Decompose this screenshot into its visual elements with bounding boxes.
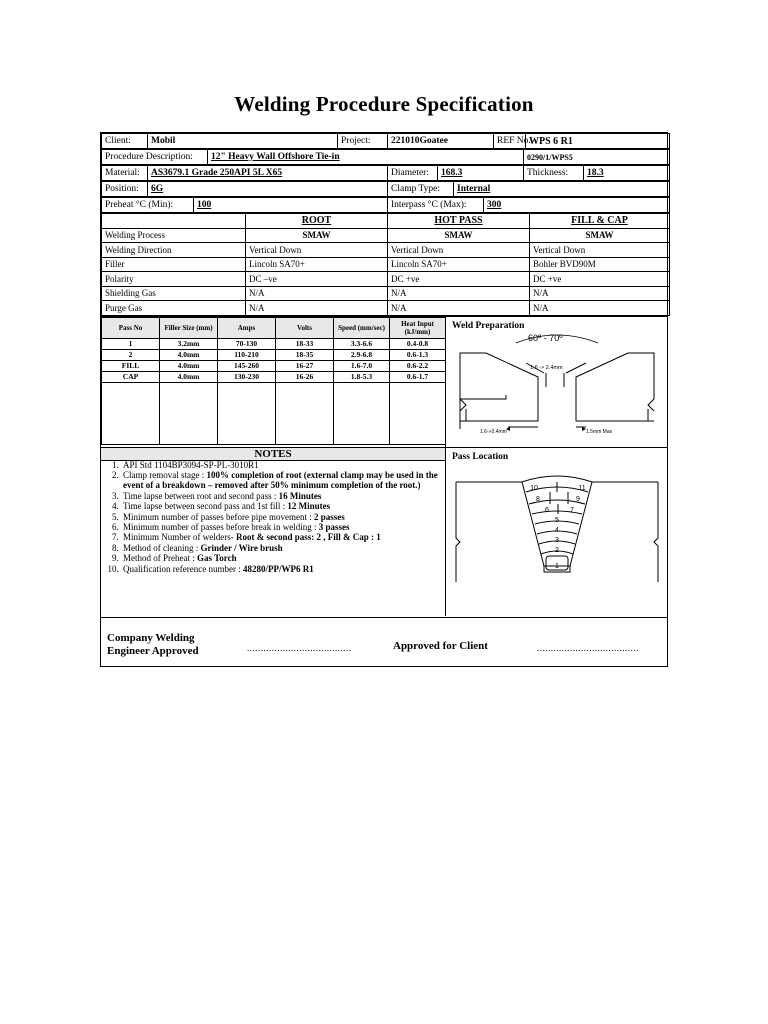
diameter-value: 168.3 [438,166,524,181]
thickness-value: 18.3 [584,166,670,181]
fill-polarity: DC +ve [530,272,670,287]
polarity-label: Polarity [102,272,246,287]
proc-desc-value: 12" Heavy Wall Offshore Tie-in [208,150,524,165]
pass-cell: 2.9-6.8 [334,349,390,360]
pass-label-7: 7 [570,506,574,514]
pass-cell: 1.6-7.0 [334,360,390,371]
list-item [121,522,445,532]
pass-location-panel [445,447,668,616]
pass-location-diagram [446,448,668,616]
pass-header: Pass No [102,317,160,338]
filler-label: Filler [102,257,246,272]
doc-number: 0290/1/WPS5 [524,150,670,165]
list-item [121,501,445,511]
client-approval-label: Approved for Client [393,639,488,652]
note-plain: Method of Preheat : [123,553,197,564]
ref-label: REF No. [494,134,526,149]
document-title: Welding Procedure Specification [234,92,534,116]
root-shielding: N/A [246,286,388,301]
material-label: Material: [102,166,148,181]
note-bold: Grinder / Wire brush [200,542,283,553]
diameter-label: Diameter: [388,166,438,181]
pass-label-9: 9 [576,495,580,503]
angle-label: 60º - 70º [528,332,563,343]
list-item [121,512,445,522]
root-polarity: DC –ve [246,272,388,287]
pass-cell: 130-230 [218,371,276,382]
pass-cell: 110-210 [218,349,276,360]
weld-prep-title: Weld Preparation [452,320,525,331]
company-approval-label: Company Welding Engineer Approved [107,631,199,657]
list-item [121,553,445,563]
weld-preparation-panel [445,317,668,447]
note-plain: Minimum number of passes before break in welding : [123,521,319,532]
middle-section [101,316,667,617]
list-item [121,491,445,501]
header-table [101,133,670,149]
preheat-label: Preheat °C (Min): [102,198,194,213]
direction-label: Welding Direction [102,243,246,258]
pass-cell: 145-260 [218,360,276,371]
pass-label-4: 4 [555,526,559,534]
pass-header: Speed (mm/sec) [334,317,390,338]
shielding-label: Shielding Gas [102,286,246,301]
pass-label-6: 6 [545,506,549,514]
interpass-value: 300 [484,198,670,213]
pass-cell: 0.4-0.8 [390,338,446,349]
hot-direction: Vertical Down [388,243,530,258]
pass-location-title: Pass Location [452,451,509,462]
weld-prep-diagram [446,317,668,447]
pass-label-8: 8 [536,495,540,503]
hot-purge: N/A [388,301,530,316]
fill-process: SMAW [530,228,670,243]
hot-polarity: DC +ve [388,272,530,287]
ref-value: WPS 6 R1 [526,134,670,149]
table-row [102,349,446,360]
notes-title: NOTES [101,447,445,461]
list-item [121,460,445,470]
empty-cell [276,382,334,444]
list-item [121,470,445,491]
note-plain: Time lapse between second pass and 1st fill : [123,501,288,512]
process-corner [102,214,246,229]
note-plain: Minimum Number of welders- [123,532,236,543]
pass-cell: FILL [102,360,160,371]
fill-direction: Vertical Down [530,243,670,258]
client-label: Client: [102,134,148,149]
note-plain: Clamp removal stage : [123,469,207,480]
gap-label: 1.6 -> 2.4mm [530,364,563,371]
pass-cell: 70-130 [218,338,276,349]
pass-cell: CAP [102,371,160,382]
pass-header: Amps [218,317,276,338]
pass-table [101,317,446,445]
note-plain: Time lapse between root and second pass : [123,490,279,501]
note-bold: 2 passes [313,511,345,522]
empty-cell [102,382,160,444]
pass-cell: 3.2mm [160,338,218,349]
position-label: Position: [102,182,148,197]
note-plain: Minimum number of passes before pipe movement : [123,511,314,522]
pass-cell: 18-33 [276,338,334,349]
list-item [121,564,445,574]
root-purge: N/A [246,301,388,316]
root-filler: Lincoln SA70+ [246,257,388,272]
preheat-table [101,197,670,213]
process-table [101,213,670,316]
project-value: 221010Goatee [388,134,494,149]
root-direction: Vertical Down [246,243,388,258]
land-label: 1.6->2.4mm [480,428,507,435]
table-row [102,371,446,382]
pass-cell: 1 [102,338,160,349]
clamp-value: Internal [454,182,670,197]
pass-cell: 2 [102,349,160,360]
wps-sheet [100,132,668,667]
col-hot-pass: HOT PASS [388,214,530,229]
material-value: AS3679.1 Grade 250API 5L X65 [148,166,388,181]
pass-cell: 16-26 [276,371,334,382]
pass-header: Heat Input (kJ/mm) [390,317,446,338]
hot-filler: Lincoln SA70+ [388,257,530,272]
process-label: Welding Process [102,228,246,243]
note-bold: 3 passes [318,521,350,532]
pass-cell: 1.8-5.3 [334,371,390,382]
notes-list [105,460,445,574]
client-value: Mobil [148,134,338,149]
pass-label-11: 11 [578,484,586,492]
empty-cell [218,382,276,444]
pass-label-5: 5 [555,516,559,524]
position-value: 6G [148,182,388,197]
root-process: SMAW [246,228,388,243]
fill-filler: Bohler BVD90M [530,257,670,272]
col-fill-cap: FILL & CAP [530,214,670,229]
pass-label-2: 2 [555,546,559,554]
company-signature-line: ...................................... [247,642,352,653]
empty-cell [160,382,218,444]
desc-table [101,149,670,165]
pass-cell: 0.6-1.3 [390,349,446,360]
pass-cell: 16-27 [276,360,334,371]
pass-cell: 4.0mm [160,360,218,371]
client-signature-line: ..................................... [537,642,639,653]
list-item [121,532,445,542]
pass-label-1: 1 [555,562,559,570]
pass-cell: 4.0mm [160,371,218,382]
max-label: 1.5mm Max [586,428,613,435]
note-bold: Root & second pass: 2 , Fill & Cap : 1 [235,532,381,543]
empty-cell [390,382,446,444]
note-bold: 48280/PP/WP6 R1 [242,563,314,574]
col-root: ROOT [246,214,388,229]
project-label: Project: [338,134,388,149]
note-bold: 12 Minutes [287,501,331,512]
list-item [121,543,445,553]
pass-cell: 4.0mm [160,349,218,360]
interpass-label: Interpass °C (Max): [388,198,484,213]
note-bold: Gas Torch [196,553,237,564]
fill-shielding: N/A [530,286,670,301]
pass-cell: 18-35 [276,349,334,360]
hot-shielding: N/A [388,286,530,301]
note-bold: 16 Minutes [278,490,322,501]
purge-label: Purge Gas [102,301,246,316]
thickness-label: Thickness: [524,166,584,181]
empty-cell [334,382,390,444]
pass-header: Filler Size (mm) [160,317,218,338]
pass-cell: 3.3-6.6 [334,338,390,349]
pass-header: Volts [276,317,334,338]
pass-label-10: 10 [530,484,538,492]
preheat-value: 100 [194,198,388,213]
pass-cell: 0.6-1.7 [390,371,446,382]
proc-desc-label: Procedure Description: [102,150,208,165]
note-plain: Qualification reference number : [123,563,243,574]
pass-cell: 0.6-2.2 [390,360,446,371]
pass-label-3: 3 [555,536,559,544]
material-table [101,165,670,181]
fill-purge: N/A [530,301,670,316]
empty-row [102,382,446,444]
note-bold: 100% completion of root (external clamp may be used in the event of a breakdown – removed after 50% minimum completion of the root.) [123,469,438,491]
clamp-label: Clamp Type: [388,182,454,197]
table-row [102,360,446,371]
position-table [101,181,670,197]
note-plain: API Std 1104BP3094-SP-PL-3010R1 [123,459,259,470]
hot-process: SMAW [388,228,530,243]
approval-footer [101,617,667,666]
table-row [102,338,446,349]
note-plain: Method of cleaning : [123,542,201,553]
